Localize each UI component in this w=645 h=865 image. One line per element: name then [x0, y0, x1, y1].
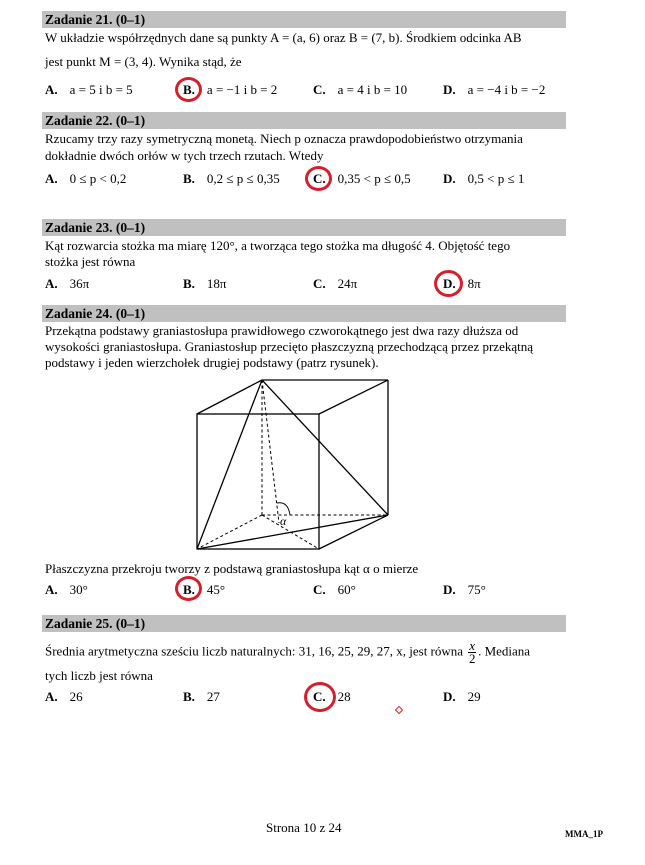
task-23-option-d[interactable]: D. 8π	[443, 276, 481, 291]
answer-mark-circle	[305, 166, 332, 191]
answer-mark-circle	[175, 576, 202, 601]
task-24-text-line1: Przekątna podstawy graniastosłupa prawidłowego czworokątnego jest dwa razy dłuższa od	[45, 323, 519, 338]
task-21-text-line1: W układzie współrzędnych dane są punkty A = (a, 6) oraz B = (7, b). Środkiem odcinka AB	[45, 30, 522, 45]
task-25-option-d[interactable]: D. 29	[443, 689, 481, 704]
task-24-option-c[interactable]: C. 60°	[313, 582, 356, 597]
task-24-option-b[interactable]: B. 45°	[183, 582, 226, 597]
task-25-header: Zadanie 25. (0–1)	[42, 615, 566, 632]
task-23-option-a[interactable]: A. 36π	[45, 276, 90, 291]
task-21-option-b[interactable]: B. a = −1 i b = 2	[183, 82, 278, 97]
task-22-header: Zadanie 22. (0–1)	[42, 112, 566, 129]
task-24-text-line3: podstawy i jeden wierzchołek drugiej podstawy (patrz rysunek).	[45, 355, 379, 370]
task-25-option-a[interactable]: A. 26	[45, 689, 83, 704]
page-number: Strona 10 z 24	[266, 820, 342, 835]
task-22-option-a[interactable]: A. 0 ≤ p < 0,2	[45, 171, 127, 186]
task-21-option-a[interactable]: A. a = 5 i b = 5	[45, 82, 133, 97]
task-24-header: Zadanie 24. (0–1)	[42, 305, 566, 322]
prism-front-face	[197, 414, 319, 549]
fraction-x-over-2: $\frac{x}{2}$	[468, 638, 476, 666]
exam-code: MMA_1P	[565, 829, 603, 839]
answer-mark-circle	[434, 270, 463, 297]
task-25-option-c[interactable]: C. 28	[313, 689, 351, 704]
task-21-text-line2: jest punkt M = (3, 4). Wynika stąd, że	[45, 54, 242, 69]
task-22-text-line1: Rzucamy trzy razy symetryczną monetą. Niech p oznacza prawdopodobieństwo otrzymania	[45, 131, 523, 146]
task-24-option-d[interactable]: D. 75°	[443, 582, 486, 597]
task-25-text-line1: Średnia arytmetyczna sześciu liczb naturalnych: 31, 16, 25, 29, 27, x, jest równa $\frac{x}{2}$ . Mediana	[45, 638, 531, 666]
prism-figure	[180, 370, 400, 560]
task-21-option-d[interactable]: D. a = −4 i b = −2	[443, 82, 546, 97]
task-24-text-line2: wysokości graniastosłupa. Graniastosłup przecięto płaszczyzną przechodzącą przez przekątną	[45, 339, 533, 354]
task-21-option-c[interactable]: C. a = 4 i b = 10	[313, 82, 408, 97]
task-22-option-d[interactable]: D. 0,5 < p ≤ 1	[443, 171, 525, 186]
task-23-text-line2: stożka jest równa	[45, 254, 136, 269]
task-22-text-line2: dokładnie dwóch orłów w tych trzech rzutach. Wtedy	[45, 148, 324, 163]
alpha-label: α	[280, 514, 287, 528]
task-23-option-b[interactable]: B. 18π	[183, 276, 227, 291]
task-23-option-c[interactable]: C. 24π	[313, 276, 358, 291]
task-25-option-b[interactable]: B. 27	[183, 689, 220, 704]
stray-mark	[395, 706, 403, 714]
task-24-option-a[interactable]: A. 30°	[45, 582, 88, 597]
task-21-header: Zadanie 21. (0–1)	[42, 11, 566, 28]
task-22-option-b[interactable]: B. 0,2 ≤ p ≤ 0,35	[183, 171, 280, 186]
task-23-text-line1: Kąt rozwarcia stożka ma miarę 120°, a tworząca tego stożka ma długość 4. Objętość tego	[45, 238, 511, 253]
task-24-question: Płaszczyzna przekroju tworzy z podstawą graniastosłupa kąt α o mierze	[45, 561, 419, 576]
task-25-text-line2: tych liczb jest równa	[45, 668, 153, 683]
answer-mark-circle	[304, 682, 336, 712]
task-22-option-c[interactable]: C. 0,35 < p ≤ 0,5	[313, 171, 411, 186]
task-23-header: Zadanie 23. (0–1)	[42, 219, 566, 236]
answer-mark-circle	[175, 77, 202, 102]
